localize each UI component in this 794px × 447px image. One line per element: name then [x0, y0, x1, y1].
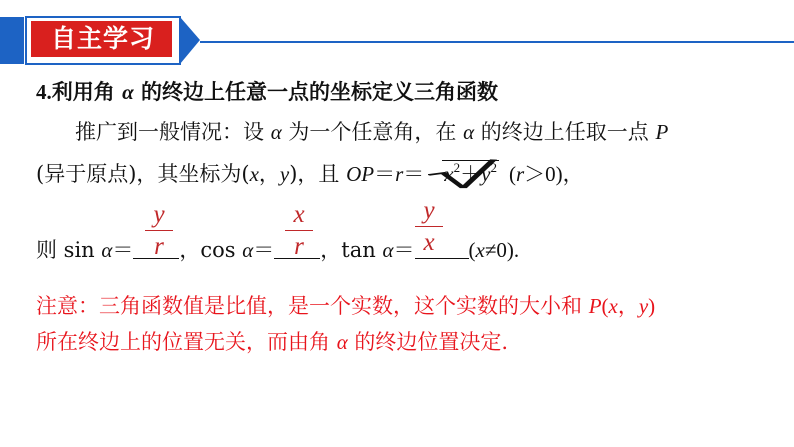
cos-fraction-bar: [285, 230, 313, 231]
note2-text-a: 所在终边上的位置无关，而由角: [36, 330, 337, 354]
p1-alpha-2: α: [463, 120, 475, 144]
p2-op: OP: [346, 162, 375, 186]
cos-answer-blank: [274, 238, 320, 259]
header-left-band: [0, 17, 24, 64]
section-header: [0, 0, 794, 70]
heading-text-a: 利用角: [51, 79, 123, 104]
p3-equals-3: ＝: [393, 238, 415, 262]
p3-equals-2: ＝: [253, 238, 275, 262]
topic-number: 4.: [36, 80, 52, 104]
p1-text-2: 为一个任意角，在: [281, 120, 464, 144]
note1-x: x: [608, 294, 618, 318]
p2-text-2: )，且: [289, 162, 347, 186]
topic-heading: [36, 77, 498, 107]
radicand-y-exponent: 2: [490, 160, 497, 175]
p2-equals-1: ＝: [374, 162, 396, 186]
heading-alpha: α: [122, 80, 134, 104]
tan-fraction-bar: [415, 226, 443, 227]
p1-text-1: 推广到一般情况：设: [75, 120, 271, 144]
note-line-2: [36, 327, 508, 357]
radicand-x-exponent: 2: [453, 160, 461, 175]
note1-y: y: [638, 294, 649, 318]
note-line-1: [36, 291, 655, 321]
radicand-x: x: [444, 162, 454, 186]
note1-comma: ，: [617, 294, 639, 318]
sin-fraction-bar: [145, 230, 173, 231]
radicand-plus: ＋: [460, 162, 482, 186]
paragraph-line-2: [36, 159, 584, 189]
paragraph-line-3: [36, 235, 519, 265]
p2-x: x: [249, 162, 259, 186]
radical-sign: [428, 155, 499, 191]
tan-numerator: y: [423, 197, 435, 224]
header-title: 自主学习: [50, 24, 155, 53]
p2-cond-r: r: [515, 162, 525, 186]
p2-comma: ，: [258, 162, 280, 186]
note2-alpha: α: [336, 330, 348, 354]
p2-cond-open: (: [508, 162, 516, 186]
p3-equals-1: ＝: [112, 238, 134, 262]
p1-point-p: P: [655, 120, 669, 144]
p3-alpha-1: α: [101, 238, 113, 262]
radicand-y: y: [481, 162, 491, 186]
heading-text-b: 的终边上任意一点的坐标定义三角函数: [133, 79, 498, 104]
p1-alpha-1: α: [270, 120, 282, 144]
paragraph-line-1: [75, 117, 668, 147]
header-arrow-tip: [180, 17, 200, 64]
p2-text-1: (异于原点)，其坐标为(: [36, 162, 250, 186]
tan-answer-blank: [415, 238, 469, 259]
p2-cond-rest: ＞0)，: [524, 162, 584, 186]
tan-denominator: x: [423, 229, 435, 256]
sin-numerator: y: [153, 201, 165, 228]
square-root: [428, 159, 499, 189]
p3-text-tan: ，tan: [320, 238, 383, 262]
note2-text-b: 的终边位置决定.: [347, 330, 509, 354]
note1-text: 注意：三角函数值是比值，是一个实数，这个实数的大小和: [36, 294, 589, 318]
p3-text-sin: 则 sin: [36, 238, 102, 262]
p2-y: y: [279, 162, 290, 186]
note1-close: ): [648, 294, 656, 318]
sin-answer-blank: [133, 238, 179, 259]
note1-open: (: [601, 294, 609, 318]
p1-text-3: 的终边上任取一点: [474, 120, 656, 144]
cos-numerator: x: [293, 201, 305, 228]
p3-alpha-2: α: [242, 238, 254, 262]
p2-r: r: [395, 162, 404, 186]
sin-denominator: r: [154, 233, 164, 260]
p3-text-cos: ，cos: [179, 238, 243, 262]
p2-equals-2: ＝: [403, 162, 425, 186]
p3-x: x: [475, 238, 485, 262]
p3-cond-open: (: [468, 238, 476, 262]
p3-alpha-3: α: [382, 238, 394, 262]
note1-p: P: [588, 294, 602, 318]
p3-cond-rest: ≠0).: [484, 238, 520, 262]
cos-denominator: r: [294, 233, 304, 260]
